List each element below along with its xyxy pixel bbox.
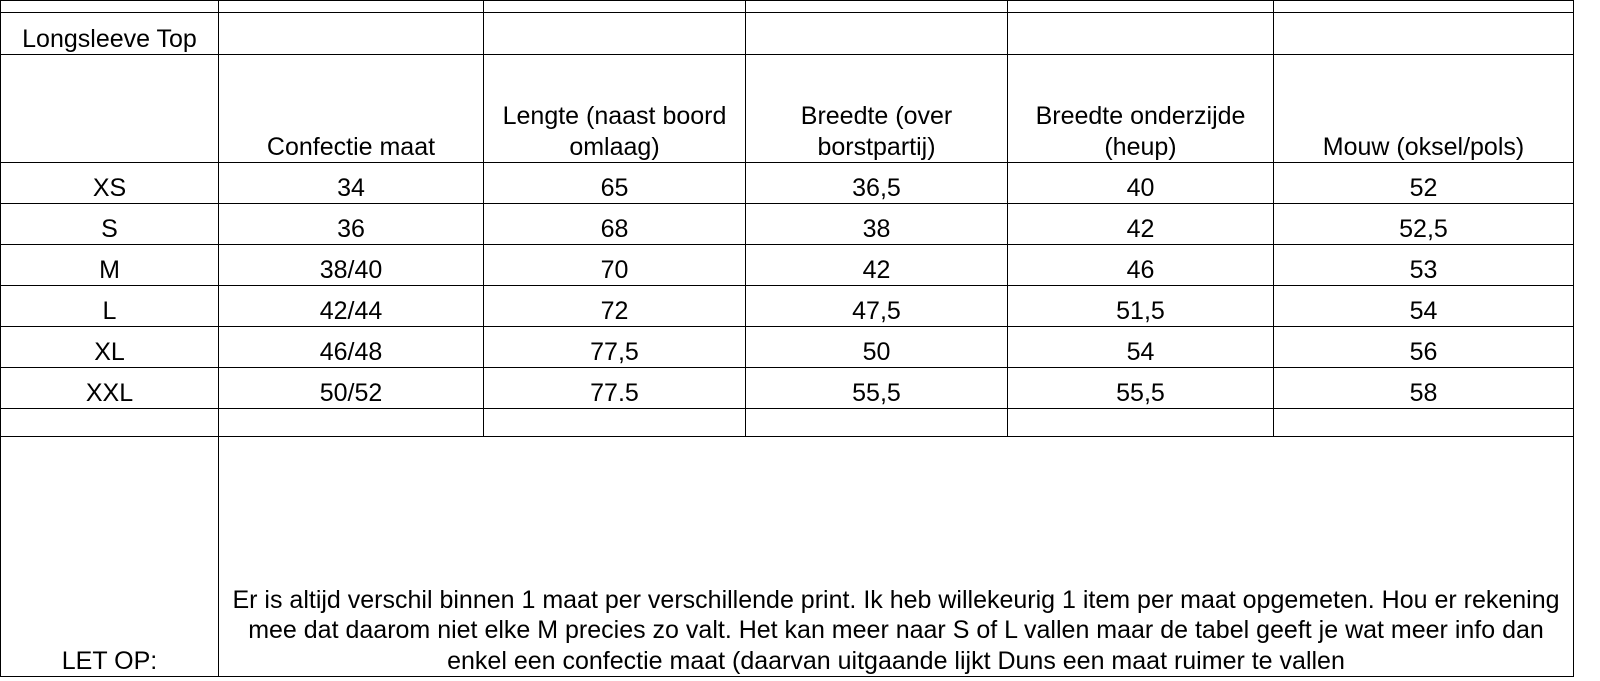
- table-row: [1, 245, 1574, 286]
- cell-mouw: 52: [1274, 163, 1574, 204]
- cell-empty: [1008, 409, 1274, 437]
- table-header-row: [1, 55, 1574, 163]
- cell-lengte: 77.5: [484, 368, 746, 409]
- table-row: [1, 327, 1574, 368]
- cell-empty: [219, 409, 484, 437]
- cell-confectie: 34: [219, 163, 484, 204]
- cell-empty: [1274, 409, 1574, 437]
- cell-lengte: 65: [484, 163, 746, 204]
- cell-empty: [484, 409, 746, 437]
- cell-confectie: 50/52: [219, 368, 484, 409]
- column-header-confectie-maat: Confectie maat: [219, 55, 484, 163]
- cell-lengte: 77,5: [484, 327, 746, 368]
- cell-empty: [1274, 13, 1574, 55]
- cell-size: S: [1, 204, 219, 245]
- cell-lengte: 68: [484, 204, 746, 245]
- cell-breedte: 42: [746, 245, 1008, 286]
- cell-confectie: 46/48: [219, 327, 484, 368]
- cell-empty: [746, 13, 1008, 55]
- cell-empty: [746, 409, 1008, 437]
- note-text: Er is altijd verschil binnen 1 maat per verschillende print. Ik heb willekeurig 1 item per maat opgemeten. Hou er rekening mee dat daarom niet elke M precies zo valt. Het kan meer naar S of L vallen maar de tabel geeft je wat meer info dan enkel een confectie maat (daarvan uitgaande lijkt Duns een maat ruimer te vallen: [219, 437, 1574, 677]
- cell-empty: [1, 409, 219, 437]
- cell-heup: 40: [1008, 163, 1274, 204]
- cell-size: XXL: [1, 368, 219, 409]
- cell-empty: [746, 1, 1008, 13]
- cell-heup: 46: [1008, 245, 1274, 286]
- cell-confectie: 42/44: [219, 286, 484, 327]
- table-row: [1, 204, 1574, 245]
- cell-breedte: 50: [746, 327, 1008, 368]
- cell-mouw: 54: [1274, 286, 1574, 327]
- cell-lengte: 72: [484, 286, 746, 327]
- column-header-lengte: Lengte (naast boord omlaag): [484, 55, 746, 163]
- table-row-spacer: [1, 409, 1574, 437]
- cell-confectie: 38/40: [219, 245, 484, 286]
- cell-mouw: 58: [1274, 368, 1574, 409]
- cell-empty: [1008, 1, 1274, 13]
- cell-mouw: 53: [1274, 245, 1574, 286]
- table-row-spacer-top: [1, 1, 1574, 13]
- document-title: Longsleeve Top: [1, 13, 219, 55]
- cell-empty: [1008, 13, 1274, 55]
- note-label: LET OP:: [1, 437, 219, 677]
- cell-empty: [219, 13, 484, 55]
- cell-mouw: 56: [1274, 327, 1574, 368]
- cell-empty: [1, 1, 219, 13]
- cell-heup: 55,5: [1008, 368, 1274, 409]
- cell-breedte: 38: [746, 204, 1008, 245]
- cell-confectie: 36: [219, 204, 484, 245]
- table-row-title: [1, 13, 1574, 55]
- table-row: [1, 163, 1574, 204]
- cell-empty: [484, 1, 746, 13]
- column-header-breedte-heup: Breedte onderzijde (heup): [1008, 55, 1274, 163]
- cell-empty: [219, 1, 484, 13]
- cell-mouw: 52,5: [1274, 204, 1574, 245]
- cell-heup: 54: [1008, 327, 1274, 368]
- cell-size: XS: [1, 163, 219, 204]
- cell-heup: 51,5: [1008, 286, 1274, 327]
- table-row: [1, 368, 1574, 409]
- cell-lengte: 70: [484, 245, 746, 286]
- note-row: [1, 437, 1574, 677]
- cell-size: XL: [1, 327, 219, 368]
- column-header-mouw: Mouw (oksel/pols): [1274, 55, 1574, 163]
- cell-size: L: [1, 286, 219, 327]
- cell-empty: [1274, 1, 1574, 13]
- table-row: [1, 286, 1574, 327]
- cell-heup: 42: [1008, 204, 1274, 245]
- cell-breedte: 47,5: [746, 286, 1008, 327]
- cell-size: M: [1, 245, 219, 286]
- cell-breedte: 55,5: [746, 368, 1008, 409]
- column-header-size: [1, 55, 219, 163]
- cell-breedte: 36,5: [746, 163, 1008, 204]
- cell-empty: [484, 13, 746, 55]
- column-header-breedte-borst: Breedte (over borstpartij): [746, 55, 1008, 163]
